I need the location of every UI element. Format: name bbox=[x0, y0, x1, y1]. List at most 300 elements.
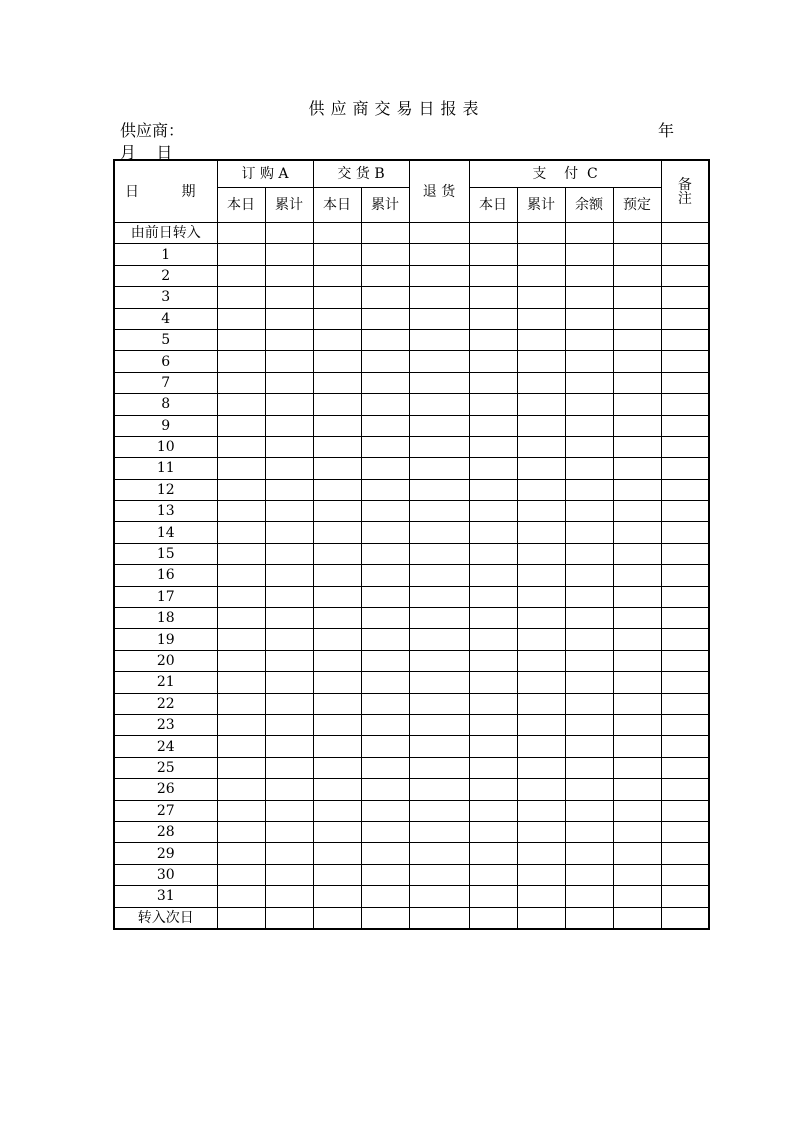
table-cell[interactable] bbox=[313, 779, 361, 800]
table-cell[interactable] bbox=[517, 458, 565, 479]
table-cell[interactable] bbox=[265, 308, 313, 329]
table-cell[interactable] bbox=[265, 479, 313, 500]
table-cell[interactable] bbox=[613, 864, 661, 885]
table-cell[interactable] bbox=[265, 629, 313, 650]
table-cell[interactable] bbox=[265, 351, 313, 372]
table-cell[interactable] bbox=[361, 479, 409, 500]
table-cell[interactable] bbox=[469, 415, 517, 436]
table-cell[interactable] bbox=[217, 843, 265, 864]
table-cell[interactable] bbox=[409, 821, 469, 842]
table-cell[interactable] bbox=[517, 265, 565, 286]
table-cell[interactable] bbox=[613, 329, 661, 350]
table-cell[interactable] bbox=[661, 479, 709, 500]
table-cell[interactable] bbox=[613, 265, 661, 286]
table-cell[interactable] bbox=[565, 458, 613, 479]
table-cell[interactable] bbox=[613, 586, 661, 607]
table-cell[interactable] bbox=[517, 650, 565, 671]
table-cell[interactable] bbox=[565, 629, 613, 650]
table-cell[interactable] bbox=[265, 501, 313, 522]
table-cell[interactable] bbox=[661, 329, 709, 350]
table-cell[interactable] bbox=[409, 394, 469, 415]
table-cell[interactable] bbox=[613, 287, 661, 308]
table-cell[interactable] bbox=[409, 672, 469, 693]
table-cell[interactable] bbox=[361, 779, 409, 800]
table-cell[interactable] bbox=[265, 864, 313, 885]
table-cell[interactable] bbox=[361, 351, 409, 372]
table-cell[interactable] bbox=[469, 522, 517, 543]
table-cell[interactable] bbox=[613, 543, 661, 564]
table-cell[interactable] bbox=[361, 287, 409, 308]
table-cell[interactable] bbox=[565, 907, 613, 929]
table-cell[interactable] bbox=[361, 629, 409, 650]
table-cell[interactable] bbox=[469, 800, 517, 821]
table-cell[interactable] bbox=[661, 714, 709, 735]
table-cell[interactable] bbox=[409, 244, 469, 265]
table-cell[interactable] bbox=[565, 351, 613, 372]
table-cell[interactable] bbox=[517, 415, 565, 436]
table-cell[interactable] bbox=[361, 329, 409, 350]
table-cell[interactable] bbox=[361, 864, 409, 885]
table-cell[interactable] bbox=[469, 543, 517, 564]
table-cell[interactable] bbox=[265, 843, 313, 864]
table-cell[interactable] bbox=[661, 372, 709, 393]
table-cell[interactable] bbox=[565, 479, 613, 500]
table-cell[interactable] bbox=[217, 736, 265, 757]
table-cell[interactable] bbox=[613, 843, 661, 864]
table-cell[interactable] bbox=[661, 886, 709, 907]
table-cell[interactable] bbox=[313, 608, 361, 629]
table-cell[interactable] bbox=[361, 394, 409, 415]
table-cell[interactable] bbox=[613, 714, 661, 735]
table-cell[interactable] bbox=[469, 372, 517, 393]
table-cell[interactable] bbox=[409, 329, 469, 350]
table-cell[interactable] bbox=[661, 308, 709, 329]
table-cell[interactable] bbox=[409, 800, 469, 821]
table-cell[interactable] bbox=[517, 501, 565, 522]
table-cell[interactable] bbox=[613, 244, 661, 265]
table-cell[interactable] bbox=[613, 436, 661, 457]
table-cell[interactable] bbox=[517, 436, 565, 457]
table-cell[interactable] bbox=[217, 543, 265, 564]
table-cell[interactable] bbox=[313, 287, 361, 308]
table-cell[interactable] bbox=[313, 907, 361, 929]
table-cell[interactable] bbox=[265, 736, 313, 757]
table-cell[interactable] bbox=[409, 608, 469, 629]
table-cell[interactable] bbox=[565, 757, 613, 778]
table-cell[interactable] bbox=[469, 672, 517, 693]
table-cell[interactable] bbox=[517, 479, 565, 500]
table-cell[interactable] bbox=[565, 608, 613, 629]
table-cell[interactable] bbox=[613, 522, 661, 543]
table-cell[interactable] bbox=[517, 864, 565, 885]
table-cell[interactable] bbox=[217, 629, 265, 650]
table-cell[interactable] bbox=[613, 629, 661, 650]
table-cell[interactable] bbox=[409, 714, 469, 735]
table-cell[interactable] bbox=[361, 501, 409, 522]
table-cell[interactable] bbox=[313, 522, 361, 543]
table-cell[interactable] bbox=[217, 650, 265, 671]
table-cell[interactable] bbox=[469, 565, 517, 586]
table-cell[interactable] bbox=[409, 351, 469, 372]
table-cell[interactable] bbox=[517, 886, 565, 907]
table-cell[interactable] bbox=[613, 458, 661, 479]
table-cell[interactable] bbox=[517, 843, 565, 864]
table-cell[interactable] bbox=[565, 501, 613, 522]
table-cell[interactable] bbox=[265, 693, 313, 714]
table-cell[interactable] bbox=[661, 650, 709, 671]
table-cell[interactable] bbox=[265, 372, 313, 393]
table-cell[interactable] bbox=[565, 329, 613, 350]
table-cell[interactable] bbox=[313, 244, 361, 265]
table-cell[interactable] bbox=[565, 287, 613, 308]
table-cell[interactable] bbox=[361, 308, 409, 329]
table-cell[interactable] bbox=[265, 650, 313, 671]
table-cell[interactable] bbox=[661, 757, 709, 778]
table-cell[interactable] bbox=[265, 907, 313, 929]
table-cell[interactable] bbox=[469, 779, 517, 800]
table-cell[interactable] bbox=[313, 843, 361, 864]
table-cell[interactable] bbox=[565, 436, 613, 457]
table-cell[interactable] bbox=[613, 608, 661, 629]
table-cell[interactable] bbox=[469, 394, 517, 415]
table-cell[interactable] bbox=[217, 608, 265, 629]
table-cell[interactable] bbox=[409, 522, 469, 543]
table-cell[interactable] bbox=[217, 757, 265, 778]
table-cell[interactable] bbox=[469, 736, 517, 757]
table-cell[interactable] bbox=[265, 586, 313, 607]
table-cell[interactable] bbox=[217, 821, 265, 842]
table-cell[interactable] bbox=[361, 223, 409, 244]
table-cell[interactable] bbox=[565, 543, 613, 564]
table-cell[interactable] bbox=[265, 265, 313, 286]
table-cell[interactable] bbox=[469, 436, 517, 457]
table-cell[interactable] bbox=[661, 501, 709, 522]
table-cell[interactable] bbox=[361, 843, 409, 864]
table-cell[interactable] bbox=[613, 479, 661, 500]
table-cell[interactable] bbox=[661, 351, 709, 372]
table-cell[interactable] bbox=[517, 800, 565, 821]
table-cell[interactable] bbox=[409, 693, 469, 714]
table-cell[interactable] bbox=[217, 800, 265, 821]
table-cell[interactable] bbox=[661, 522, 709, 543]
table-cell[interactable] bbox=[565, 415, 613, 436]
table-cell[interactable] bbox=[313, 714, 361, 735]
table-cell[interactable] bbox=[361, 650, 409, 671]
table-cell[interactable] bbox=[313, 351, 361, 372]
table-cell[interactable] bbox=[361, 244, 409, 265]
table-cell[interactable] bbox=[265, 543, 313, 564]
table-cell[interactable] bbox=[265, 886, 313, 907]
table-cell[interactable] bbox=[265, 779, 313, 800]
table-cell[interactable] bbox=[409, 757, 469, 778]
table-cell[interactable] bbox=[565, 223, 613, 244]
table-cell[interactable] bbox=[517, 543, 565, 564]
table-cell[interactable] bbox=[469, 650, 517, 671]
table-cell[interactable] bbox=[265, 565, 313, 586]
table-cell[interactable] bbox=[613, 308, 661, 329]
table-cell[interactable] bbox=[565, 672, 613, 693]
table-cell[interactable] bbox=[661, 543, 709, 564]
table-cell[interactable] bbox=[613, 886, 661, 907]
table-cell[interactable] bbox=[469, 244, 517, 265]
table-cell[interactable] bbox=[409, 565, 469, 586]
table-cell[interactable] bbox=[469, 458, 517, 479]
table-cell[interactable] bbox=[409, 287, 469, 308]
table-cell[interactable] bbox=[517, 308, 565, 329]
table-cell[interactable] bbox=[517, 586, 565, 607]
table-cell[interactable] bbox=[409, 543, 469, 564]
table-cell[interactable] bbox=[469, 886, 517, 907]
table-cell[interactable] bbox=[361, 436, 409, 457]
table-cell[interactable] bbox=[217, 308, 265, 329]
table-cell[interactable] bbox=[265, 287, 313, 308]
table-cell[interactable] bbox=[565, 394, 613, 415]
table-cell[interactable] bbox=[613, 501, 661, 522]
table-cell[interactable] bbox=[613, 650, 661, 671]
table-cell[interactable] bbox=[565, 843, 613, 864]
table-cell[interactable] bbox=[565, 308, 613, 329]
table-cell[interactable] bbox=[469, 693, 517, 714]
table-cell[interactable] bbox=[661, 458, 709, 479]
table-cell[interactable] bbox=[313, 693, 361, 714]
table-cell[interactable] bbox=[517, 608, 565, 629]
table-cell[interactable] bbox=[469, 287, 517, 308]
table-cell[interactable] bbox=[469, 308, 517, 329]
table-cell[interactable] bbox=[661, 736, 709, 757]
table-cell[interactable] bbox=[313, 501, 361, 522]
table-cell[interactable] bbox=[313, 650, 361, 671]
table-cell[interactable] bbox=[217, 693, 265, 714]
table-cell[interactable] bbox=[217, 522, 265, 543]
table-cell[interactable] bbox=[265, 800, 313, 821]
table-cell[interactable] bbox=[613, 757, 661, 778]
table-cell[interactable] bbox=[313, 458, 361, 479]
table-cell[interactable] bbox=[409, 479, 469, 500]
table-cell[interactable] bbox=[313, 329, 361, 350]
table-cell[interactable] bbox=[313, 629, 361, 650]
table-cell[interactable] bbox=[361, 522, 409, 543]
table-cell[interactable] bbox=[265, 394, 313, 415]
table-cell[interactable] bbox=[217, 479, 265, 500]
table-cell[interactable] bbox=[517, 757, 565, 778]
table-cell[interactable] bbox=[469, 629, 517, 650]
table-cell[interactable] bbox=[265, 608, 313, 629]
table-cell[interactable] bbox=[313, 757, 361, 778]
table-cell[interactable] bbox=[565, 736, 613, 757]
table-cell[interactable] bbox=[313, 543, 361, 564]
table-cell[interactable] bbox=[469, 265, 517, 286]
table-cell[interactable] bbox=[313, 394, 361, 415]
table-cell[interactable] bbox=[361, 586, 409, 607]
table-cell[interactable] bbox=[469, 608, 517, 629]
table-cell[interactable] bbox=[361, 693, 409, 714]
table-cell[interactable] bbox=[661, 629, 709, 650]
table-cell[interactable] bbox=[217, 394, 265, 415]
table-cell[interactable] bbox=[517, 693, 565, 714]
table-cell[interactable] bbox=[313, 372, 361, 393]
table-cell[interactable] bbox=[313, 265, 361, 286]
table-cell[interactable] bbox=[409, 223, 469, 244]
table-cell[interactable] bbox=[217, 501, 265, 522]
table-cell[interactable] bbox=[517, 287, 565, 308]
table-cell[interactable] bbox=[517, 351, 565, 372]
table-cell[interactable] bbox=[565, 714, 613, 735]
table-cell[interactable] bbox=[409, 864, 469, 885]
table-cell[interactable] bbox=[313, 800, 361, 821]
table-cell[interactable] bbox=[565, 586, 613, 607]
table-cell[interactable] bbox=[409, 907, 469, 929]
table-cell[interactable] bbox=[409, 265, 469, 286]
table-cell[interactable] bbox=[313, 586, 361, 607]
table-cell[interactable] bbox=[313, 821, 361, 842]
table-cell[interactable] bbox=[469, 223, 517, 244]
table-cell[interactable] bbox=[313, 479, 361, 500]
table-cell[interactable] bbox=[613, 821, 661, 842]
table-cell[interactable] bbox=[409, 308, 469, 329]
table-cell[interactable] bbox=[217, 779, 265, 800]
table-cell[interactable] bbox=[313, 223, 361, 244]
table-cell[interactable] bbox=[217, 223, 265, 244]
table-cell[interactable] bbox=[409, 458, 469, 479]
table-cell[interactable] bbox=[217, 864, 265, 885]
table-cell[interactable] bbox=[217, 586, 265, 607]
table-cell[interactable] bbox=[361, 565, 409, 586]
table-cell[interactable] bbox=[469, 586, 517, 607]
table-cell[interactable] bbox=[361, 608, 409, 629]
table-cell[interactable] bbox=[661, 608, 709, 629]
table-cell[interactable] bbox=[613, 672, 661, 693]
table-cell[interactable] bbox=[217, 672, 265, 693]
table-cell[interactable] bbox=[613, 800, 661, 821]
table-cell[interactable] bbox=[517, 565, 565, 586]
table-cell[interactable] bbox=[313, 864, 361, 885]
table-cell[interactable] bbox=[517, 522, 565, 543]
table-cell[interactable] bbox=[517, 821, 565, 842]
table-cell[interactable] bbox=[517, 629, 565, 650]
table-cell[interactable] bbox=[469, 843, 517, 864]
table-cell[interactable] bbox=[313, 886, 361, 907]
table-cell[interactable] bbox=[613, 693, 661, 714]
table-cell[interactable] bbox=[265, 458, 313, 479]
table-cell[interactable] bbox=[217, 351, 265, 372]
table-cell[interactable] bbox=[565, 864, 613, 885]
table-cell[interactable] bbox=[361, 265, 409, 286]
table-cell[interactable] bbox=[409, 436, 469, 457]
table-cell[interactable] bbox=[469, 351, 517, 372]
table-cell[interactable] bbox=[661, 415, 709, 436]
table-cell[interactable] bbox=[409, 886, 469, 907]
table-cell[interactable] bbox=[361, 672, 409, 693]
table-cell[interactable] bbox=[409, 501, 469, 522]
table-cell[interactable] bbox=[565, 265, 613, 286]
table-cell[interactable] bbox=[661, 672, 709, 693]
table-cell[interactable] bbox=[469, 907, 517, 929]
table-cell[interactable] bbox=[361, 458, 409, 479]
table-cell[interactable] bbox=[409, 736, 469, 757]
table-cell[interactable] bbox=[565, 565, 613, 586]
table-cell[interactable] bbox=[661, 821, 709, 842]
table-cell[interactable] bbox=[313, 672, 361, 693]
table-cell[interactable] bbox=[661, 907, 709, 929]
table-cell[interactable] bbox=[469, 757, 517, 778]
table-cell[interactable] bbox=[409, 372, 469, 393]
table-cell[interactable] bbox=[661, 565, 709, 586]
table-cell[interactable] bbox=[217, 287, 265, 308]
table-cell[interactable] bbox=[409, 650, 469, 671]
table-cell[interactable] bbox=[517, 329, 565, 350]
table-cell[interactable] bbox=[613, 779, 661, 800]
table-cell[interactable] bbox=[313, 308, 361, 329]
table-cell[interactable] bbox=[565, 821, 613, 842]
table-cell[interactable] bbox=[217, 436, 265, 457]
table-cell[interactable] bbox=[613, 394, 661, 415]
table-cell[interactable] bbox=[217, 329, 265, 350]
table-cell[interactable] bbox=[517, 223, 565, 244]
table-cell[interactable] bbox=[217, 907, 265, 929]
table-cell[interactable] bbox=[217, 714, 265, 735]
table-cell[interactable] bbox=[313, 436, 361, 457]
table-cell[interactable] bbox=[361, 907, 409, 929]
table-cell[interactable] bbox=[361, 800, 409, 821]
table-cell[interactable] bbox=[265, 821, 313, 842]
table-cell[interactable] bbox=[661, 800, 709, 821]
table-cell[interactable] bbox=[409, 629, 469, 650]
table-cell[interactable] bbox=[613, 415, 661, 436]
table-cell[interactable] bbox=[613, 351, 661, 372]
table-cell[interactable] bbox=[217, 265, 265, 286]
table-cell[interactable] bbox=[517, 244, 565, 265]
table-cell[interactable] bbox=[469, 714, 517, 735]
table-cell[interactable] bbox=[661, 287, 709, 308]
table-cell[interactable] bbox=[565, 779, 613, 800]
table-cell[interactable] bbox=[613, 907, 661, 929]
table-cell[interactable] bbox=[517, 907, 565, 929]
table-cell[interactable] bbox=[361, 736, 409, 757]
table-cell[interactable] bbox=[517, 672, 565, 693]
table-cell[interactable] bbox=[517, 779, 565, 800]
table-cell[interactable] bbox=[517, 372, 565, 393]
table-cell[interactable] bbox=[565, 693, 613, 714]
table-cell[interactable] bbox=[469, 821, 517, 842]
table-cell[interactable] bbox=[265, 672, 313, 693]
table-cell[interactable] bbox=[613, 736, 661, 757]
table-cell[interactable] bbox=[565, 522, 613, 543]
table-cell[interactable] bbox=[265, 714, 313, 735]
table-cell[interactable] bbox=[265, 329, 313, 350]
table-cell[interactable] bbox=[565, 372, 613, 393]
table-cell[interactable] bbox=[613, 223, 661, 244]
table-cell[interactable] bbox=[613, 372, 661, 393]
table-cell[interactable] bbox=[265, 522, 313, 543]
table-cell[interactable] bbox=[217, 415, 265, 436]
table-cell[interactable] bbox=[409, 779, 469, 800]
table-cell[interactable] bbox=[217, 458, 265, 479]
table-cell[interactable] bbox=[361, 757, 409, 778]
table-cell[interactable] bbox=[265, 223, 313, 244]
table-cell[interactable] bbox=[313, 415, 361, 436]
table-cell[interactable] bbox=[469, 864, 517, 885]
table-cell[interactable] bbox=[265, 436, 313, 457]
table-cell[interactable] bbox=[661, 586, 709, 607]
table-cell[interactable] bbox=[361, 415, 409, 436]
table-cell[interactable] bbox=[469, 501, 517, 522]
table-cell[interactable] bbox=[517, 736, 565, 757]
table-cell[interactable] bbox=[469, 329, 517, 350]
table-cell[interactable] bbox=[265, 415, 313, 436]
table-cell[interactable] bbox=[361, 372, 409, 393]
table-cell[interactable] bbox=[217, 244, 265, 265]
table-cell[interactable] bbox=[661, 223, 709, 244]
